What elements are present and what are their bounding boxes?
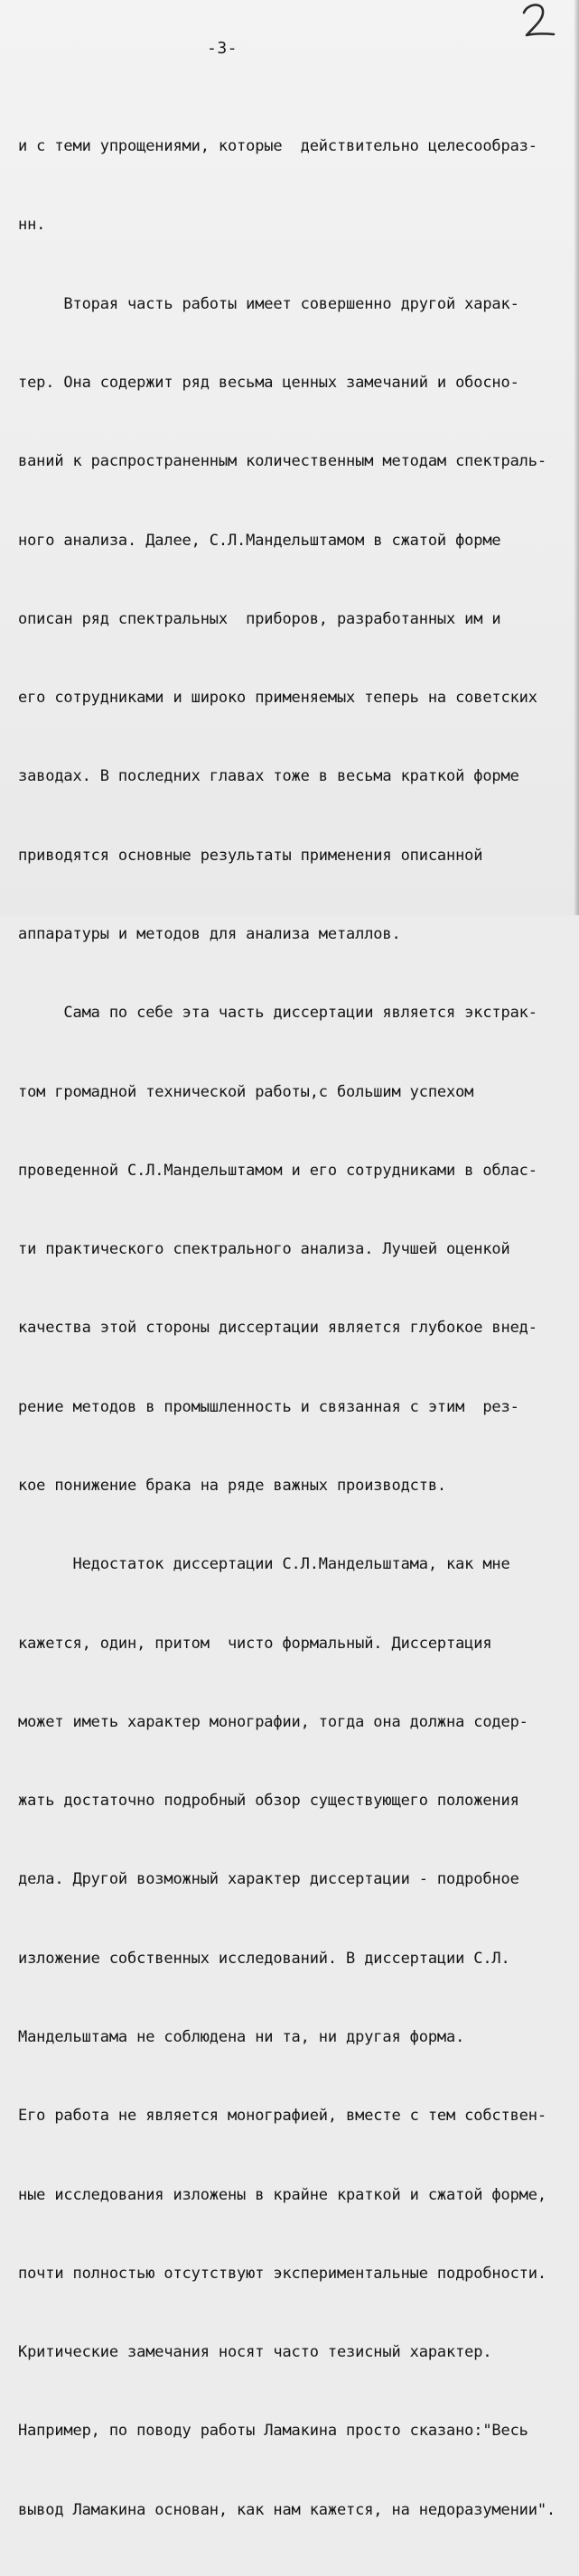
text-line: Сама по себе эта часть диссертации является экстрак- <box>18 1004 537 1023</box>
text-line: Критические замечания носят часто тезисный характер. <box>18 2343 492 2362</box>
printed-page-number: -3- <box>206 39 238 58</box>
text-line: ные исследования изложены в крайне краткой и сжатой форме, <box>18 2185 546 2204</box>
text-line: аппаратуры и методов для анализа металлов. <box>18 925 401 943</box>
text-line: жать достаточно подробный обзор существующего положения <box>18 1792 519 1811</box>
text-line: Мандельштама не соблюдена ни та, ни другая форма. <box>18 2027 465 2046</box>
text-line: ваний к распространенным количественным методам спектраль- <box>18 452 546 471</box>
text-line: почти полностью отсутствуют экспериментальные подробности. <box>18 2264 546 2283</box>
text-line: описан ряд спектральных приборов, разработанных им и <box>18 609 501 628</box>
text-line: Его работа не является монографией, вместе с тем собствен- <box>18 2107 546 2126</box>
text-line: изложение собственных исследований. В диссертации С.Л. <box>18 1949 510 1968</box>
text-line: Например, по поводу работы Ламакина просто сказано:"Весь <box>18 2422 528 2441</box>
text-line: ного анализа. Далее, С.Л.Мандельштамом в сжатой форме <box>18 531 501 550</box>
handwritten-page-number <box>515 0 560 45</box>
page-edge-shadow <box>574 0 579 915</box>
text-line: вывод Ламакина основан, как нам кажется, на недоразумении". <box>18 2500 556 2519</box>
text-line: дела. Другой возможный характер диссертации - подробное <box>18 1870 519 1889</box>
text-line: его сотрудниками и широко применяемых теперь на советских <box>18 689 537 708</box>
text-line: Вторая часть работы имеет совершенно другой харак- <box>18 294 519 313</box>
document-body <box>18 81 569 2576</box>
text-line: качества этой стороны диссертации является глубокое внед- <box>18 1319 537 1338</box>
text-line: приводятся основные результаты применения описанной <box>18 846 483 865</box>
text-line: рение методов в промышленность и связанная с этим рез- <box>18 1397 519 1416</box>
text-line: может иметь характер монографии, тогда она должна содер- <box>18 1712 528 1731</box>
text-line: ти практического спектрального анализа. Лучшей оценкой <box>18 1240 510 1259</box>
text-line: нн. <box>18 216 46 235</box>
text-line: и с теми упрощениями, которые действительно целесообраз- <box>18 137 537 156</box>
text-line: тер. Она содержит ряд весьма ценных замечаний и обосно- <box>18 374 519 393</box>
text-line: кое понижение брака на ряде важных производств. <box>18 1476 446 1495</box>
text-line: том громадной технической работы,с большим успехом <box>18 1082 474 1101</box>
text-line: кажется, один, притом чисто формальный. Диссертация <box>18 1634 492 1653</box>
text-line: заводах. В последних главах тоже в весьма краткой форме <box>18 767 519 786</box>
text-line: Недостаток диссертации С.Л.Мандельштама, как мне <box>18 1555 510 1574</box>
text-line: проведенной С.Л.Мандельштамом и его сотрудниками в облас- <box>18 1161 537 1180</box>
